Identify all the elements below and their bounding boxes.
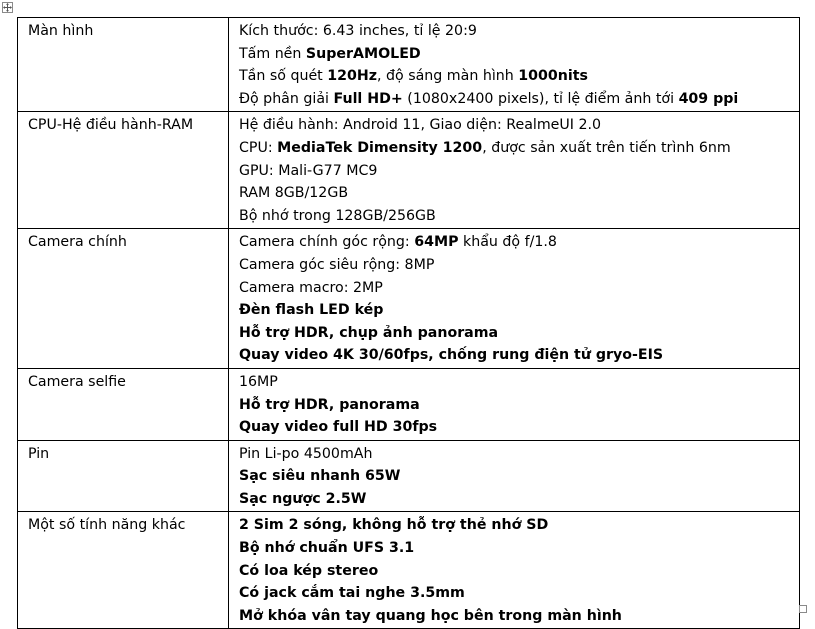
spec-text-bold: Bộ nhớ chuẩn UFS 3.1 bbox=[239, 540, 415, 557]
spec-label: Pin bbox=[28, 445, 50, 462]
spec-text: Bộ nhớ trong 128GB/256GB bbox=[239, 207, 436, 224]
table-row bbox=[18, 512, 800, 629]
spec-value-line bbox=[239, 443, 799, 466]
spec-label: Màn hình bbox=[28, 23, 94, 39]
spec-value-line bbox=[239, 416, 799, 439]
spec-value-line bbox=[239, 560, 799, 583]
spec-label: Camera chính bbox=[28, 234, 127, 251]
spec-text-bold: MediaTek Dimensity 1200 bbox=[277, 139, 483, 156]
spec-text: Kích thước: 6.43 inches, tỉ lệ 20:9 bbox=[239, 23, 477, 39]
table-resize-handle[interactable] bbox=[799, 605, 807, 613]
spec-value-line bbox=[239, 394, 799, 417]
spec-value-cell[interactable] bbox=[229, 112, 800, 229]
spec-text-bold: 1000nits bbox=[518, 68, 588, 85]
spec-text-bold: Có jack cắm tai nghe 3.5mm bbox=[239, 585, 465, 602]
spec-label-cell[interactable] bbox=[18, 112, 229, 229]
spec-text: GPU: Mali-G77 MC9 bbox=[239, 162, 378, 179]
spec-text: khẩu độ f/1.8 bbox=[458, 234, 557, 251]
spec-value-line bbox=[239, 277, 799, 300]
spec-text-bold: Hỗ trợ HDR, panorama bbox=[239, 396, 420, 413]
spec-value-cell[interactable] bbox=[229, 512, 800, 629]
spec-value-line bbox=[239, 605, 799, 628]
spec-value-cell[interactable] bbox=[229, 229, 800, 369]
spec-text-bold: Quay video full HD 30fps bbox=[239, 419, 438, 436]
table-row bbox=[18, 112, 800, 229]
spec-value-line bbox=[239, 20, 799, 43]
spec-text: , độ sáng màn hình bbox=[377, 68, 519, 85]
spec-table-body bbox=[18, 18, 800, 629]
spec-label: Camera selfie bbox=[28, 373, 126, 390]
table-row bbox=[18, 440, 800, 512]
spec-value-line bbox=[239, 43, 799, 66]
spec-value-cell[interactable] bbox=[229, 368, 800, 440]
table-row bbox=[18, 229, 800, 369]
spec-text-bold: Có loa kép stereo bbox=[239, 562, 379, 579]
table-move-handle[interactable] bbox=[2, 2, 13, 13]
spec-text: 16MP bbox=[239, 373, 278, 390]
spec-value-line bbox=[239, 114, 799, 137]
spec-text: Pin Li-po 4500mAh bbox=[239, 445, 373, 462]
spec-value-line bbox=[239, 254, 799, 277]
spec-value-line bbox=[239, 88, 799, 111]
spec-value-line bbox=[239, 299, 799, 322]
spec-label-cell[interactable] bbox=[18, 440, 229, 512]
spec-label-cell[interactable] bbox=[18, 229, 229, 369]
spec-text: Camera macro: 2MP bbox=[239, 279, 383, 296]
spec-label-cell[interactable] bbox=[18, 18, 229, 112]
spec-text: Độ phân giải bbox=[239, 90, 334, 107]
spec-value-line bbox=[239, 231, 799, 254]
spec-text-bold: Sạc ngược 2.5W bbox=[239, 490, 367, 507]
spec-value-line bbox=[239, 582, 799, 605]
spec-value-line bbox=[239, 344, 799, 367]
spec-text-bold: Quay video 4K 30/60fps, chống rung điện tử gryo-EIS bbox=[239, 347, 664, 364]
spec-value-cell[interactable] bbox=[229, 18, 800, 112]
spec-text: , được sản xuất trên tiến trình 6nm bbox=[482, 139, 731, 156]
spec-table bbox=[17, 17, 800, 629]
spec-text-bold: Đèn flash LED kép bbox=[239, 302, 384, 319]
spec-value-line bbox=[239, 514, 799, 537]
spec-value-line bbox=[239, 65, 799, 88]
spec-label: CPU-Hệ điều hành-RAM bbox=[28, 117, 194, 134]
spec-text: Camera chính góc rộng: bbox=[239, 234, 415, 251]
spec-text-bold: 409 ppi bbox=[678, 90, 739, 107]
spec-value-cell[interactable] bbox=[229, 440, 800, 512]
spec-value-line bbox=[239, 371, 799, 394]
spec-value-line bbox=[239, 160, 799, 183]
spec-value-line bbox=[239, 465, 799, 488]
spec-text-bold: SuperAMOLED bbox=[305, 45, 421, 62]
spec-value-line bbox=[239, 205, 799, 228]
spec-label-cell[interactable] bbox=[18, 512, 229, 629]
spec-text-bold: Sạc siêu nhanh 65W bbox=[239, 468, 401, 485]
table-row bbox=[18, 368, 800, 440]
spec-label: Một số tính năng khác bbox=[28, 517, 186, 534]
spec-label-cell[interactable] bbox=[18, 368, 229, 440]
spec-value-line bbox=[239, 182, 799, 205]
spec-text-bold: 64MP bbox=[414, 234, 459, 251]
spec-value-line bbox=[239, 137, 799, 160]
table-row bbox=[18, 18, 800, 112]
spec-text: RAM 8GB/12GB bbox=[239, 185, 349, 202]
spec-text: CPU: bbox=[239, 139, 278, 156]
spec-text-bold: Hỗ trợ HDR, chụp ảnh panorama bbox=[239, 324, 499, 341]
spec-value-line bbox=[239, 322, 799, 345]
spec-text-bold: 120Hz bbox=[327, 68, 377, 85]
spec-text: (1080x2400 pixels), tỉ lệ điểm ảnh tới bbox=[402, 90, 679, 107]
spec-text: Tần số quét bbox=[239, 68, 328, 85]
spec-value-line bbox=[239, 488, 799, 511]
spec-text: Camera góc siêu rộng: 8MP bbox=[239, 256, 435, 273]
move-arrows-icon bbox=[3, 3, 12, 12]
spec-text-bold: Mở khóa vân tay quang học bên trong màn hình bbox=[239, 607, 622, 624]
spec-value-line bbox=[239, 537, 799, 560]
spec-text: Hệ điều hành: Android 11, Giao diện: RealmeUI 2.0 bbox=[239, 117, 602, 134]
spec-text: Tấm nền bbox=[239, 45, 306, 62]
spec-text-bold: Full HD+ bbox=[333, 90, 403, 107]
spec-text-bold: 2 Sim 2 sóng, không hỗ trợ thẻ nhớ SD bbox=[239, 517, 549, 534]
